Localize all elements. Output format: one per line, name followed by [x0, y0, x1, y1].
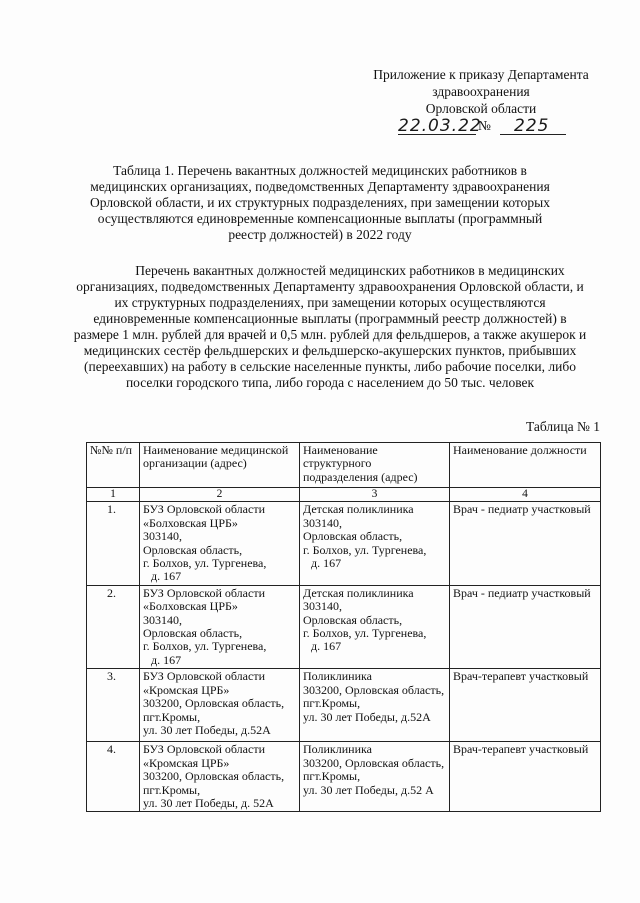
org-line: 303200, Орловская область,	[143, 696, 285, 711]
org-line: «Кромская ЦРБ»	[143, 682, 230, 697]
header-number: №№ п/п	[87, 443, 140, 488]
org-line: г. Болхов, ул. Тургенева,	[143, 556, 267, 571]
org-line: Орловская область,	[143, 542, 243, 557]
unit-line: 303140,	[303, 599, 342, 614]
table-row	[87, 742, 601, 812]
table-row	[87, 669, 601, 742]
org-line: г. Болхов, ул. Тургенева,	[143, 639, 267, 654]
org-line: БУЗ Орловской области	[143, 585, 265, 600]
col-number-4: 4	[450, 488, 601, 502]
row-number: 2.	[87, 585, 140, 668]
unit-line: 303200, Орловская область,	[303, 755, 445, 770]
row-number: 3.	[87, 669, 140, 742]
unit-line: пгт.Кромы,	[303, 696, 361, 711]
table-1-title: Таблица 1. Перечень вакантных должностей медицинских работников в медицинских организациях, подведомственных Департаменту здравоохранения Орловской области, и их структурных подразделениях, при замещении которых осуществляются единовременные компенсационные выплаты (программный реестр должностей) в 2022 году	[90, 163, 550, 242]
unit-cell	[300, 585, 450, 668]
column-number-row	[87, 488, 601, 502]
col-number-3: 3	[300, 488, 450, 502]
unit-line: д. 167	[311, 556, 342, 571]
number-underline	[500, 134, 566, 135]
unit-line: г. Болхов, ул. Тургенева,	[303, 626, 427, 641]
unit-line: ул. 30 лет Победы, д.52 А	[303, 782, 434, 797]
unit-cell	[300, 669, 450, 742]
position-cell: Врач-терапевт участковый	[450, 669, 601, 742]
unit-line: Поликлиника	[303, 742, 372, 757]
organization-cell	[140, 669, 300, 742]
unit-line: Поликлиника	[303, 669, 372, 684]
unit-line: Детская поликлиника	[303, 502, 414, 517]
unit-line: 303140,	[303, 515, 342, 530]
org-line: пгт.Кромы,	[143, 709, 201, 724]
row-number: 1.	[87, 502, 140, 585]
org-line: «Болховская ЦРБ»	[143, 515, 238, 530]
order-number: 225	[514, 116, 550, 136]
org-line: «Болховская ЦРБ»	[143, 599, 238, 614]
unit-cell	[300, 742, 450, 812]
col-number-2: 2	[140, 488, 300, 502]
org-line: БУЗ Орловской области	[143, 502, 265, 517]
org-line: БУЗ Орловской области	[143, 669, 265, 684]
unit-line: г. Болхов, ул. Тургенева,	[303, 542, 427, 557]
position-cell: Врач - педиатр участковый	[450, 502, 601, 585]
unit-line: 303200, Орловская область,	[303, 682, 445, 697]
organization-cell	[140, 585, 300, 668]
unit-cell	[300, 502, 450, 585]
unit-line: ул. 30 лет Победы, д.52А	[303, 709, 431, 724]
table-row	[87, 585, 601, 668]
unit-line: д. 167	[311, 639, 342, 654]
org-line: д. 167	[151, 569, 182, 584]
unit-line: Детская поликлиника	[303, 585, 414, 600]
order-number-label: №	[478, 118, 491, 133]
positions-table	[86, 442, 601, 812]
unit-line: Орловская область,	[303, 612, 403, 627]
org-line: ул. 30 лет Победы, д.52А	[143, 722, 271, 737]
org-line: Орловская область,	[143, 626, 243, 641]
date-underline	[398, 134, 476, 135]
org-line: пгт.Кромы,	[143, 782, 201, 797]
annex-line-3: Орловской области	[425, 101, 537, 116]
unit-line: Орловская область,	[303, 529, 403, 544]
header-organization: Наименование медицинской организации (адрес)	[140, 443, 300, 488]
org-line: «Кромская ЦРБ»	[143, 755, 230, 770]
annex-line-1: Приложение к приказу Департамента	[373, 67, 589, 82]
table-header-row	[87, 443, 601, 488]
list-description: Перечень вакантных должностей медицинских работников в медицинских организациях, подведомственных Департаменту здравоохранения Орловской области, и их структурных подразделениях, при замещении которых осуществляются единовременные компенсационные выплаты (программный реестр должностей) в размере 1 млн. рублей для врачей и 0,5 млн. рублей для фельдшеров, а также акушерок и медицинских сестёр фельдшерских и фельдшерско-акушерских пунктов, прибывших (переехавших) на работу в сельские населенные пункты, либо рабочие поселки, либо поселки городского типа, либо города с населением до 50 тыс. человек	[73, 263, 587, 390]
col-number-1: 1	[87, 488, 140, 502]
org-line: БУЗ Орловской области	[143, 742, 265, 757]
header-position: Наименование должности	[450, 443, 601, 488]
organization-cell	[140, 742, 300, 812]
header-unit: Наименование структурного подразделения (адрес)	[300, 443, 450, 488]
annex-line-2: здравоохранения	[432, 84, 530, 99]
unit-line: пгт.Кромы,	[303, 769, 361, 784]
table-caption: Таблица № 1	[526, 419, 600, 434]
org-line: 303200, Орловская область,	[143, 769, 285, 784]
org-line: д. 167	[151, 652, 182, 667]
org-line: ул. 30 лет Победы, д. 52А	[143, 795, 274, 810]
row-number: 4.	[87, 742, 140, 812]
table-row	[87, 502, 601, 585]
annex-header	[356, 66, 606, 117]
position-cell: Врач-терапевт участковый	[450, 742, 601, 812]
org-line: 303140,	[143, 529, 182, 544]
order-date: 22.03.22	[398, 116, 482, 136]
org-line: 303140,	[143, 612, 182, 627]
organization-cell	[140, 502, 300, 585]
position-cell: Врач - педиатр участковый	[450, 585, 601, 668]
order-date-number	[396, 116, 576, 138]
